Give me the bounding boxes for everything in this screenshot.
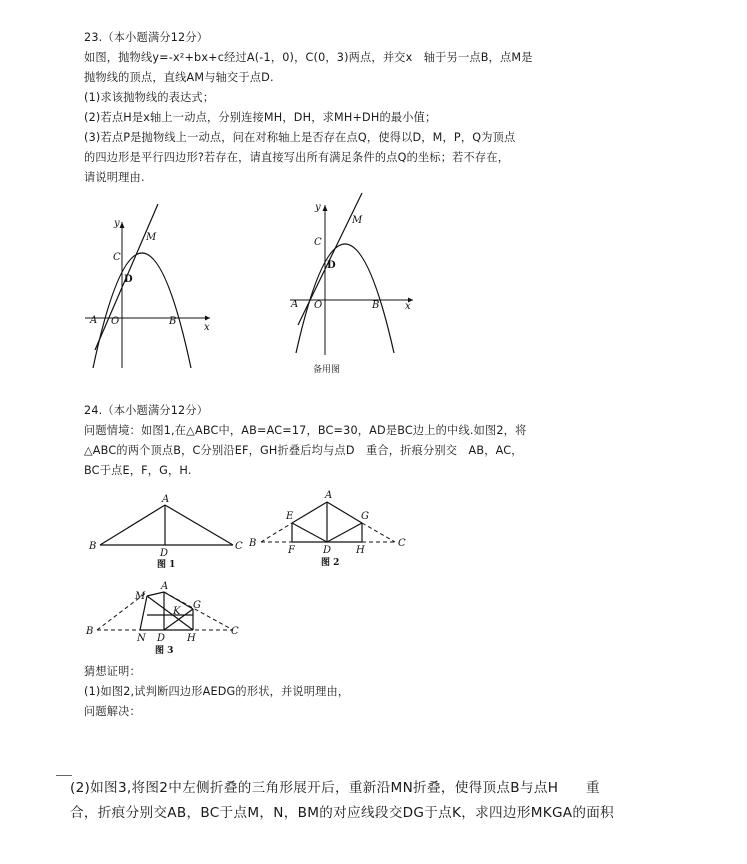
q23b-label-o: O — [314, 300, 323, 311]
q23-label-x: x — [204, 322, 210, 333]
fig3-label-d: D — [157, 633, 166, 644]
q24-figure-2 — [245, 485, 415, 570]
fig2-caption: 图 2 — [321, 558, 340, 568]
q23b-label-b: B — [372, 300, 380, 311]
fig2-label-e: E — [286, 511, 294, 522]
q24-part-2-line-2: 合，折痕分别交AB，BC于点M，N，BM的对应线段交DG于点K，求四边形MKGA的面积 — [70, 805, 615, 821]
q23-line-4: (2)若点H是x轴上一动点，分别连接MH，DH，求MH+DH的最小值； — [84, 111, 437, 124]
fig3-label-c: C — [231, 626, 239, 637]
fig2-label-f: F — [288, 545, 295, 556]
q23-line-7: 请说明理由. — [84, 171, 145, 184]
q23b-label-d: D — [327, 260, 336, 271]
corner-mark — [56, 775, 72, 776]
q23-label-m: M — [146, 232, 157, 243]
fig1-label-a: A — [162, 494, 170, 505]
q24-figure-1 — [85, 492, 245, 572]
q24-figure-3 — [85, 580, 245, 660]
fig2-label-b: B — [249, 538, 257, 549]
fig2-label-g: G — [361, 511, 369, 522]
q23-line-3: (1)求该抛物线的表达式； — [84, 91, 215, 104]
q23b-label-x: x — [405, 301, 411, 312]
q23-backup-caption: 备用图 — [313, 365, 341, 375]
fig2-label-h: H — [356, 545, 365, 556]
q23-backup-figure — [285, 195, 425, 380]
fig3-caption: 图 3 — [155, 646, 174, 656]
fig3-label-m: M — [135, 591, 146, 602]
q23-line-2: 抛物线的顶点，直线AM与轴交于点D. — [84, 71, 274, 84]
q23-line-1: 如图，抛物线y=-x²+bx+c经过A(-1，0)，C(0，3)两点，并交x 轴于另一点B，点M是 — [84, 51, 533, 64]
q23b-label-a: A — [291, 299, 299, 310]
q23-label-c: C — [113, 252, 121, 263]
q23-line-5: (3)若点P是抛物线上一动点，问在对称轴上是否存在点Q，使得以D，M，P，Q为顶点 — [84, 131, 516, 144]
q24-part-1: (1)如图2,试判断四边形AEDG的形状，并说明理由， — [84, 685, 350, 698]
fig2-label-d: D — [323, 545, 332, 556]
fig3-label-k: K — [173, 606, 181, 617]
fig3-label-a: A — [161, 581, 169, 592]
q24-part-2-line-1: (2)如图3,将图2中左侧折叠的三角形展开后，重新沿MN折叠，使得顶点B与点H 重 — [70, 780, 600, 796]
q24-guess-title: 猜想证明： — [84, 665, 141, 678]
q24-solve-title: 问题解决： — [84, 705, 141, 718]
q23-label-b: B — [169, 316, 177, 327]
fig1-caption: 图 1 — [157, 560, 176, 570]
q24-header: 24.（本小题满分12分） — [84, 404, 209, 417]
q24-line-2: △ABC的两个顶点B，C分别沿EF，GH折叠后均与点D 重合，折痕分别交 AB，AC， — [84, 444, 523, 457]
q23-label-o: O — [111, 316, 120, 327]
fig1-label-d: D — [160, 548, 169, 559]
fig1-label-c: C — [235, 541, 243, 552]
q23-header: 23.（本小题满分12分） — [84, 31, 209, 44]
fig1-label-b: B — [89, 541, 97, 552]
fig2-label-c: C — [398, 538, 406, 549]
q24-line-3: BC于点E，F，G，H. — [84, 464, 192, 477]
fig3-label-n: N — [137, 633, 146, 644]
fig3-label-h: H — [187, 633, 196, 644]
q23-line-6: 的四边形是平行四边形?若存在，请直接写出所有满足条件的点Q的坐标；若不存在， — [84, 151, 510, 164]
fig3-label-g: G — [193, 600, 201, 611]
q23-label-y: y — [114, 218, 120, 229]
q23b-label-c: C — [314, 237, 322, 248]
q23b-label-y: y — [315, 202, 321, 213]
q23b-label-m: M — [352, 215, 363, 226]
q23-label-d: D — [124, 274, 133, 285]
q23-label-a: A — [90, 315, 98, 326]
q24-line-1: 问题情境：如图1,在△ABC中，AB=AC=17，BC=30，AD是BC边上的中线.如图2，将 — [84, 424, 527, 437]
q23-parabola-figure — [80, 200, 220, 370]
fig2-label-a: A — [325, 490, 333, 501]
fig3-label-b: B — [86, 626, 94, 637]
